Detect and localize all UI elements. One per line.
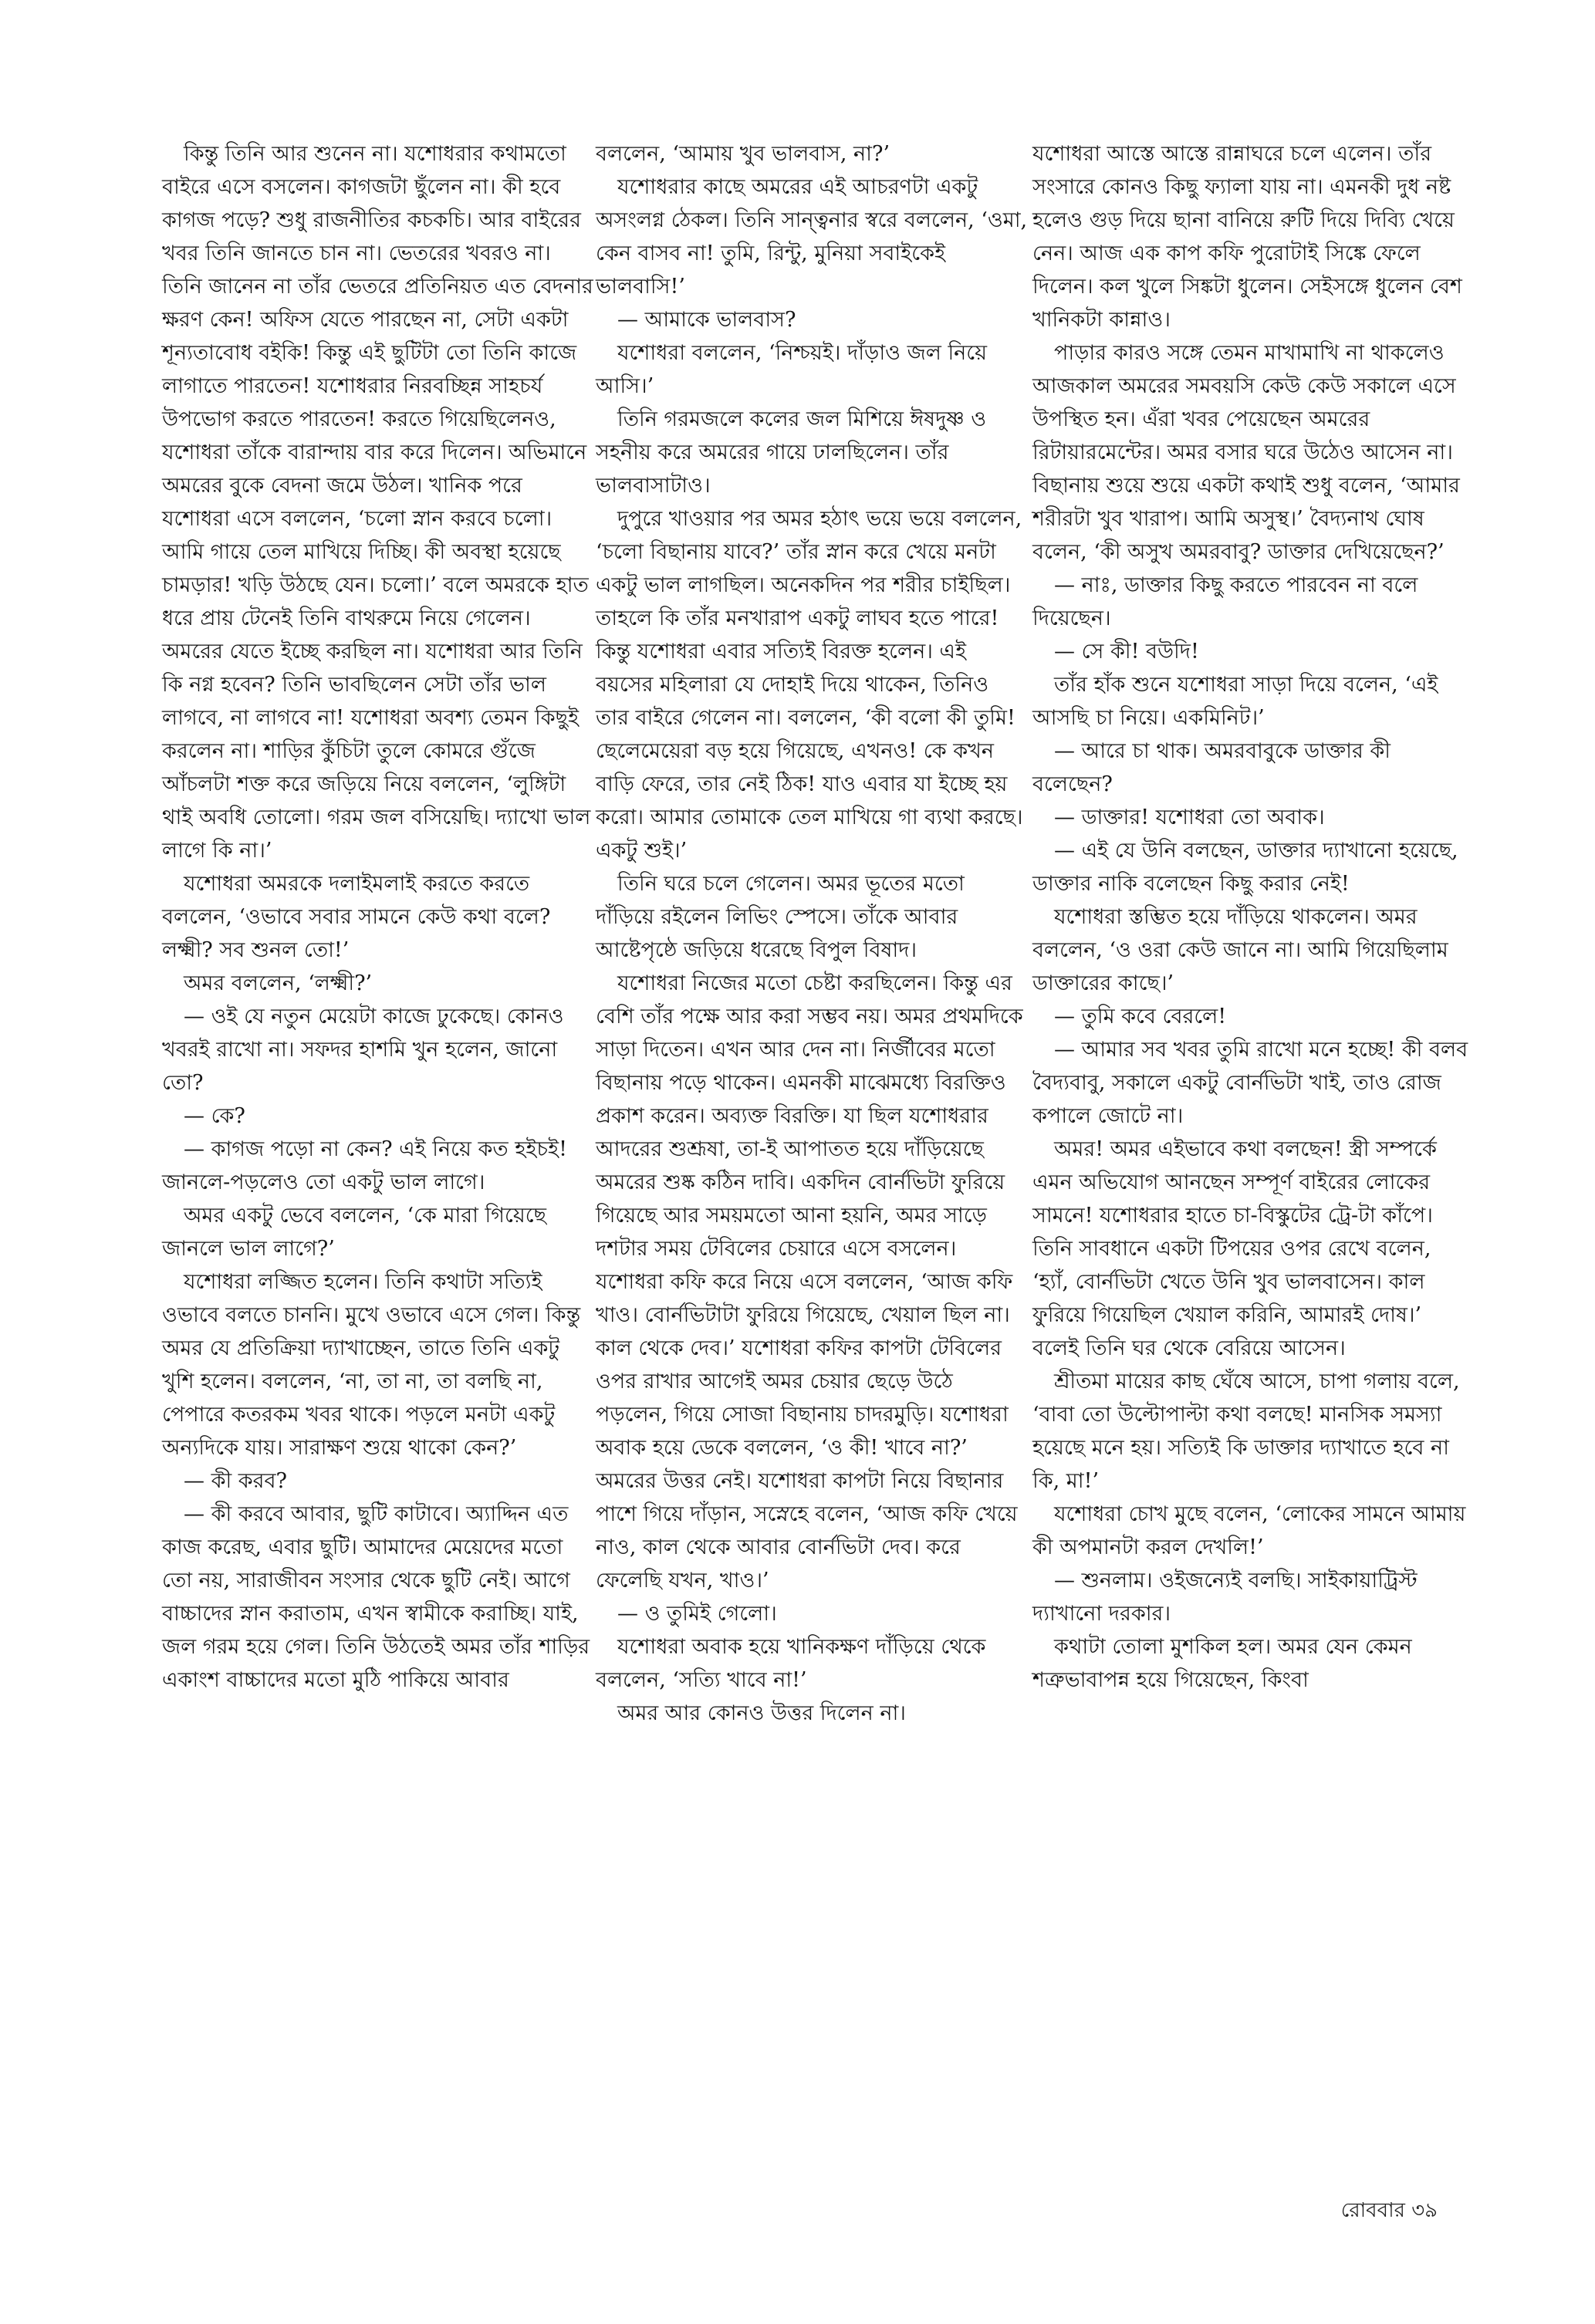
paragraph: অমর! অমর এইভাবে কথা বলছেন! স্ত্রী সম্পর্কে এমন অভিযোগ আনছেন সম্পূর্ণ বাইরের লোকের সামনে! যশোধরার হাতে চা-বিস্কুটের ট্রে-টা কাঁপে। তিনি সাবধানে একটা টিপয়ের ওপর রেখে বলেন, ‘হ্যাঁ, বোর্নভিটা খেতে উনি খুব ভালবাসেন। কাল ফুরিয়ে গিয়েছিল খেয়াল করিনি, আমারই দোষ।’ বলেই তিনি ঘর থেকে বেরিয়ে আসেন।	[1032, 1137, 1437, 1360]
paragraph: — কী করবে আবার, ছুটি কাটাবে। অ্যাদ্দিন এত কাজ করেছ, এবার ছুটি। আমাদের মেয়েদের মতো তো নয়, সারাজীবন সংসার থেকে ছুটি নেই। আগে বাচ্চাদের স্নান করাতাম, এখন স্বামীকে করাচ্ছি। যাই, জল গরম হয়ে গেল। তিনি উঠতেই অমর তাঁর শাড়ির একাংশ বাচ্চাদের মতো মুঠি পাকিয়ে আবার	[162, 1502, 590, 1692]
paragraph: কিন্তু তিনি আর শুনেন না। যশোধরার কথামতো বাইরে এসে বসলেন। কাগজটা ছুঁলেন না। কী হবে কাগজ পড়ে? শুধু রাজনীতির কচকচি। আর বাইরের খবর তিনি জানতে চান না। ভেতরের খবরও না। তিনি জানেন না তাঁর ভেতরে প্রতিনিয়ত এত বেদনার ক্ষরণ কেন! অফিস যেতে পারছেন না, সেটা একটা শূন্যতাবোধ বইকি! কিন্তু এই ছুটিটা তো তিনি কাজে লাগাতে পারতেন! যশোধরার নিরবচ্ছিন্ন সাহচর্য উপভোগ করতে পারতেন! করতে গিয়েছিলেনও, যশোধরা তাঁকে বারান্দায় বার করে দিলেন। অভিমানে অমরের বুকে বেদনা জমে উঠল। খানিক পরে যশোধরা এসে বললেন, ‘চলো স্নান করবে চলো। আমি গায়ে তেল মাখিয়ে দিচ্ছি। কী অবস্থা হয়েছে চামড়ার! খড়ি উঠছে যেন। চলো।’ বলে অমরকে হাত ধরে প্রায় টেনেই তিনি বাথরুমে নিয়ে গেলেন। অমরের যেতে ইচ্ছে করছিল না। যশোধরা আর তিনি কি নগ্ন হবেন? তিনি ভাবছিলেন সেটা তাঁর ভাল লাগবে, না লাগবে না! যশোধরা অবশ্য তেমন কিছুই করলেন না। শাড়ির কুঁচিটা তুলে কোমরে গুঁজে আঁচলটা শক্ত করে জড়িয়ে নিয়ে বললেন, ‘লুঙ্গিটা থাই অবধি তোলো। গরম জল বসিয়েছি। দ্যাখো ভাল লাগে কি না।’	[162, 142, 593, 863]
paragraph: যশোধরা আস্তে আস্তে রান্নাঘরে চলে এলেন। তাঁর সংসারে কোনও কিছু ফ্যালা যায় না। এমনকী দুধ নষ্ট হলেও গুড় দিয়ে ছানা বানিয়ে রুটি দিয়ে দিব্যি খেয়ে নেন। আজ এক কাপ কফি পুরোটাই সিঙ্কে ফেলে দিলেন। কল খুলে সিঙ্কটা ধুলেন। সেইসঙ্গে ধুলেন বেশ খানিকটা কান্নাও।	[1032, 142, 1462, 332]
paragraph: যশোধরা লজ্জিত হলেন। তিনি কথাটা সত্যিই ওভাবে বলতে চাননি। মুখে ওভাবে এসে গেল। কিন্তু অমর যে প্রতিক্রিয়া দ্যাখাচ্ছেন, তাতে তিনি একটু খুশি হলেন। বললেন, ‘না, তা না, তা বলছি না, পেপারে কতরকম খবর থাকে। পড়লে মনটা একটু অন্যদিকে যায়। সারাক্ষণ শুয়ে থাকো কেন?’	[162, 1270, 581, 1460]
paragraph: — আমাকে ভালবাস?	[617, 308, 796, 332]
paragraph: যশোধরা স্তম্ভিত হয়ে দাঁড়িয়ে থাকলেন। অমর বললেন, ‘ও ওরা কেউ জানে না। আমি গিয়েছিলাম ডাক্তারের কাছে।’	[1032, 905, 1448, 995]
paragraph: — শুনলাম। ওইজন্যেই বলছি। সাইকায়াট্রিস্ট দ্যাখানো দরকার।	[1032, 1569, 1418, 1626]
paragraph: — এই যে উনি বলছেন, ডাক্তার দ্যাখানো হয়েছে, ডাক্তার নাকি বলেছেন কিছু করার নেই!	[1032, 839, 1458, 896]
paragraph: — কাগজ পড়ো না কেন? এই নিয়ে কত হইচই! জানলে-পড়লেও তো একটু ভাল লাগে।	[162, 1137, 567, 1194]
paragraph: — আমার সব খবর তুমি রাখো মনে হচ্ছে! কী বলব বৈদ্যবাবু, সকালে একটু বোর্নভিটা খাই, তাও রোজ কপালে জোটে না।	[1032, 1038, 1468, 1128]
paragraph: — কে?	[184, 1104, 245, 1128]
paragraph: অমর একটু ভেবে বললেন, ‘কে মারা গিয়েছে জানলে ভাল লাগে?’	[162, 1204, 546, 1261]
paragraph: — ডাক্তার! যশোধরা তো অবাক।	[1054, 806, 1325, 829]
paragraph: — কী করব?	[184, 1469, 288, 1493]
paragraph: শ্রীতমা মায়ের কাছ ঘেঁষে আসে, চাপা গলায় বলে, ‘বাবা তো উল্টোপাল্টা কথা বলছে! মানসিক সমস্যা হয়েছে মনে হয়। সত্যিই কি ডাক্তার দ্যাখাতে হবে না কি, মা!’	[1032, 1370, 1460, 1493]
paragraph: যশোধরা অমরকে দলাইমলাই করতে করতে বললেন, ‘ওভাবে সবার সামনে কেউ কথা বলে? লক্ষ্মী? সব শুনল তো!’	[162, 872, 551, 962]
paragraph: — ও তুমিই গেলো।	[617, 1602, 777, 1626]
paragraph: — সে কী! বউদি!	[1054, 640, 1199, 664]
page-footer	[1341, 2194, 1438, 2228]
paragraph: — তুমি কবে বেরলে!	[1054, 1005, 1227, 1029]
paragraph: যশোধরা অবাক হয়ে খানিকক্ষণ দাঁড়িয়ে থেকে বললেন, ‘সত্যি খাবে না!’	[596, 1635, 986, 1692]
paragraph: পাড়ার কারও সঙ্গে তেমন মাখামাখি না থাকলেও আজকাল অমরের সমবয়সি কেউ কেউ সকালে এসে উপস্থিত হন। এঁরা খবর পেয়েছেন অমরের রিটায়ারমেন্টের। অমর বসার ঘরে উঠেও আসেন না। বিছানায় শুয়ে শুয়ে একটা কথাই শুধু বলেন, ‘আমার শরীরটা খুব খারাপ। আমি অসুস্থ।’ বৈদ্যনাথ ঘোষ বলেন, ‘কী অসুখ অমরবাবু? ডাক্তার দেখিয়েছেন?’	[1032, 341, 1460, 564]
page-number: ৩৯	[1411, 2199, 1438, 2222]
paragraph: তিনি ঘরে চলে গেলেন। অমর ভূতের মতো দাঁড়িয়ে রইলেন লিভিং স্পেসে। তাঁকে আবার আষ্টেপৃষ্ঠে জড়িয়ে ধরেছে বিপুল বিষাদ।	[596, 872, 965, 962]
paragraph: অমর বললেন, ‘লক্ষ্মী?’	[184, 971, 373, 995]
text-column-2	[596, 137, 1028, 1730]
paragraph: যশোধরা চোখ মুছে বলেন, ‘লোকের সামনে আমায় কী অপমানটা করল দেখলি!’	[1032, 1502, 1466, 1559]
paragraph: যশোধরার কাছে অমরের এই আচরণটা একটু অসংলগ্ন ঠেকল। তিনি সান্ত্বনার স্বরে বললেন, ‘ওমা, কেন বাসব না! তুমি, রিন্টু, মুনিয়া সবাইকেই ভালবাসি!’	[596, 175, 1028, 299]
text-column-1	[162, 137, 594, 1697]
paragraph: যশোধরা নিজের মতো চেষ্টা করছিলেন। কিন্তু এর বেশি তাঁর পক্ষে আর করা সম্ভব নয়। অমর প্রথমদিকে সাড়া দিতেন। এখন আর দেন না। নির্জীবের মতো বিছানায় পড়ে থাকেন। এমনকী মাঝেমধ্যে বিরক্তিও প্রকাশ করেন। অব্যক্ত বিরক্তি। যা ছিল যশোধরার আদরের শুশ্রূষা, তা-ই আপাতত হয়ে দাঁড়িয়েছে অমরের শুষ্ক কঠিন দাবি। একদিন বোর্নভিটা ফুরিয়ে গিয়েছে আর সময়মতো আনা হয়নি, অমর সাড়ে দশটার সময় টেবিলের চেয়ারে এসে বসলেন। যশোধরা কফি করে নিয়ে এসে বললেন, ‘আজ কফি খাও। বোর্নভিটাটা ফুরিয়ে গিয়েছে, খেয়াল ছিল না। কাল থেকে দেব।’ যশোধরা কফির কাপটা টেবিলের ওপর রাখার আগেই অমর চেয়ার ছেড়ে উঠে পড়লেন, গিয়ে সোজা বিছানায় চাদরমুড়ি। যশোধরা অবাক হয়ে ডেকে বললেন, ‘ও কী! খাবে না?’ অমরের উত্তর নেই। যশোধরা কাপটা নিয়ে বিছানার পাশে গিয়ে দাঁড়ান, সস্নেহে বলেন, ‘আজ কফি খেয়ে নাও, কাল থেকে আবার বোর্নভিটা দেব। করে ফেলেছি যখন, খাও।’	[596, 971, 1023, 1593]
paragraph: অমর আর কোনও উত্তর দিলেন না।	[617, 1701, 906, 1725]
text-column-3	[1032, 137, 1469, 1697]
paragraph: কথাটা তোলা মুশকিল হল। অমর যেন কেমন শত্রুভাবাপন্ন হয়ে গিয়েছেন, কিংবা	[1032, 1635, 1412, 1692]
paragraph: — নাঃ, ডাক্তার কিছু করতে পারবেন না বলে দিয়েছেন।	[1032, 573, 1418, 630]
paragraph: বললেন, ‘আমায় খুব ভালবাস, না?’	[596, 142, 890, 166]
paragraph: তিনি গরমজলে কলের জল মিশিয়ে ঈষদুষ্ণ ও সহনীয় করে অমরের গায়ে ঢালছিলেন। তাঁর ভালবাসাটাও।	[596, 407, 987, 498]
paragraph: — ওই যে নতুন মেয়েটা কাজে ঢুকেছে। কোনও খবরই রাখো না। সফদর হাশমি খুন হলেন, জানো তো?	[162, 1005, 564, 1095]
paragraph: যশোধরা বললেন, ‘নিশ্চয়ই। দাঁড়াও জল নিয়ে আসি।’	[596, 341, 988, 398]
paragraph: দুপুরে খাওয়ার পর অমর হঠাৎ ভয়ে ভয়ে বললেন, ‘চলো বিছানায় যাবে?’ তাঁর স্নান করে খেয়ে মনটা একটু ভাল লাগছিল। অনেকদিন পর শরীর চাইছিল। তাহলে কি তাঁর মনখারাপ একটু লাঘব হতে পারে! কিন্তু যশোধরা এবার সত্যিই বিরক্ত হলেন। এই বয়সের মহিলারা যে দোহাই দিয়ে থাকেন, তিনিও তার বাইরে গেলেন না। বললেন, ‘কী বলো কী তুমি! ছেলেমেয়েরা বড় হয়ে গিয়েছে, এখনও! কে কখন বাড়ি ফেরে, তার নেই ঠিক! যাও এবার যা ইচ্ছে হয় করো। আমার তোমাকে তেল মাখিয়ে গা ব্যথা করছে। একটু শুই।’	[596, 507, 1023, 863]
paragraph: তাঁর হাঁক শুনে যশোধরা সাড়া দিয়ে বলেন, ‘এই আসছি চা নিয়ে। একমিনিট।’	[1032, 673, 1438, 730]
paragraph: — আরে চা থাক। অমরবাবুকে ডাক্তার কী বলেছেন?	[1032, 739, 1391, 796]
magazine-name: রোববার	[1340, 2199, 1405, 2222]
